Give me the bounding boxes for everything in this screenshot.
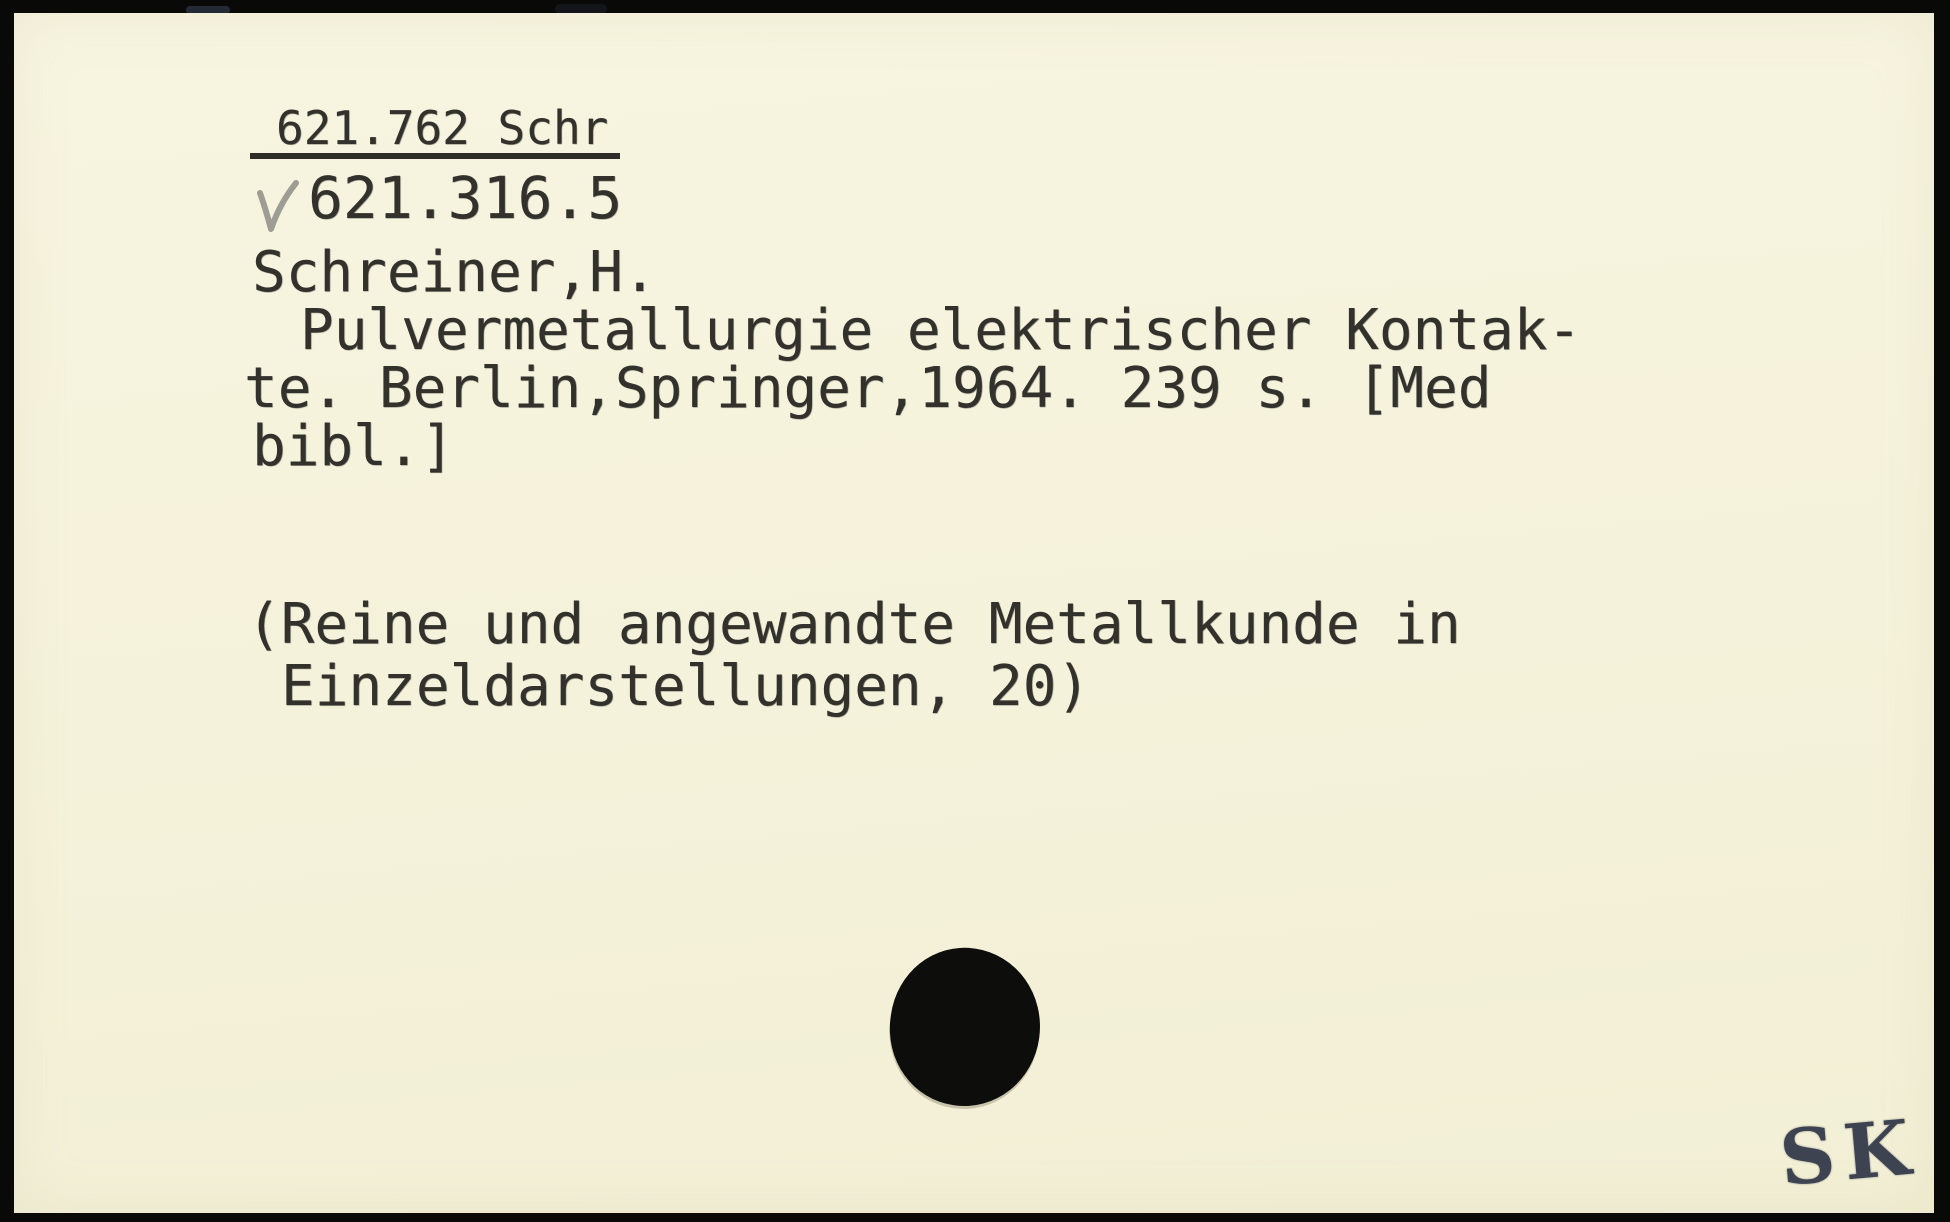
call-number-primary: 621.762 Schr [250,105,620,159]
imprint-line: te. Berlin,Springer,1964. 239 s. [Med [244,356,1492,421]
call-number-secondary: 621.316.5 [308,164,623,232]
library-stamp: SK [1776,1102,1923,1203]
series-line: (Reine und angewandte Metallkunde in [247,592,1461,657]
punch-hole [880,938,1051,1115]
author-line: Schreiner,H. [252,240,657,305]
catalog-card [14,13,1934,1213]
series-line-continued: Einzeldarstellungen, 20) [281,654,1091,719]
checkmark-pencil-icon [256,179,302,235]
imprint-line-continued: bibl.] [252,414,455,479]
title-line: Pulvermetallurgie elektrischer Kontak- [300,298,1582,363]
